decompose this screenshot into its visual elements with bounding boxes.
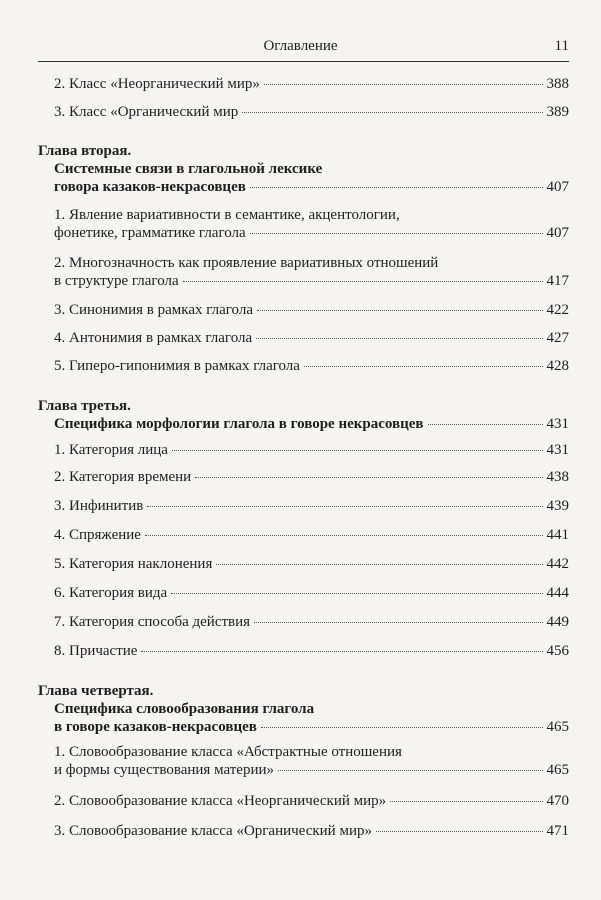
toc-page-number: 470 xyxy=(546,793,569,809)
dot-leader xyxy=(141,650,542,652)
toc-page-number: 388 xyxy=(546,76,569,92)
toc-page-number: 465 xyxy=(546,762,569,778)
dot-leader xyxy=(250,186,543,188)
chapter-title-text: Специфика словообразования глагола xyxy=(54,701,315,717)
toc-entry-text: 7. Категория способа действия xyxy=(54,614,251,630)
dot-leader xyxy=(261,726,543,728)
toc-entry-text: 4. Спряжение xyxy=(54,527,141,543)
chapter-title-text: Специфика морфологии глагола в говоре некрасовцев xyxy=(54,416,424,432)
toc-entry-line xyxy=(54,584,569,602)
toc-entry-line xyxy=(54,224,569,242)
dot-leader xyxy=(304,365,543,367)
chapter-title-line xyxy=(54,415,569,433)
toc-page-number: 471 xyxy=(546,823,569,839)
dot-leader xyxy=(256,337,542,339)
toc-entry-line xyxy=(54,206,569,224)
toc-entry-line xyxy=(54,468,569,486)
toc-entry-text: 6. Категория вида xyxy=(54,585,168,601)
toc-entry-line xyxy=(54,301,569,319)
toc-entry-line xyxy=(54,642,569,660)
toc-entry-text: 3. Словообразование класса «Органический мир» xyxy=(54,823,372,839)
dot-leader xyxy=(257,309,543,311)
toc-entry-text: 5. Категория наклонения xyxy=(54,556,213,572)
dot-leader xyxy=(183,280,543,282)
toc-entry-line xyxy=(54,329,569,347)
chapter-title-line xyxy=(54,178,569,196)
toc-entry-line xyxy=(54,357,569,375)
toc-page-number: 417 xyxy=(546,273,569,289)
toc-page-number: 427 xyxy=(546,330,569,346)
toc-page-number: 438 xyxy=(546,469,569,485)
toc-page-number: 456 xyxy=(546,643,569,659)
toc-entry-text: в структуре глагола xyxy=(54,273,179,289)
dot-leader xyxy=(171,592,542,594)
chapter-page-number: 431 xyxy=(546,416,569,432)
chapter-page-number: 465 xyxy=(546,719,569,735)
toc-entry-line xyxy=(54,613,569,631)
toc-entry-line xyxy=(54,75,569,93)
chapter-label: Глава вторая. xyxy=(38,143,132,159)
toc-entry-text: 5. Гиперо-гипонимия в рамках глагола xyxy=(54,358,300,374)
toc-page-number: 444 xyxy=(546,585,569,601)
dot-leader xyxy=(242,111,542,113)
dot-leader xyxy=(145,534,543,536)
toc-entry-text: 2. Словообразование класса «Неорганический мир» xyxy=(54,793,387,809)
dot-leader xyxy=(390,800,542,802)
toc-entry-text: 3. Синонимия в рамках глагола xyxy=(54,302,253,318)
toc-page-number: 442 xyxy=(546,556,569,572)
chapter-page-number: 407 xyxy=(546,179,569,195)
toc-entry-line xyxy=(54,254,569,272)
toc-entry-line xyxy=(54,822,569,840)
toc-entry-text: 8. Причастие xyxy=(54,643,138,659)
chapter-title-text: Системные связи в глагольной лексике xyxy=(54,161,323,177)
toc-entry-text: 2. Категория времени xyxy=(54,469,192,485)
toc-entry-text: и формы существования материи» xyxy=(54,762,274,778)
toc-entry-text: 3. Инфинитив xyxy=(54,498,144,514)
toc-entry-text: 1. Категория лица xyxy=(54,442,168,458)
toc-entry-text: 2. Многозначность как проявление вариативных отношений xyxy=(54,255,439,271)
dot-leader xyxy=(428,423,543,425)
dot-leader xyxy=(172,449,543,451)
dot-leader xyxy=(147,505,542,507)
toc-entry-text: фонетике, грамматике глагола xyxy=(54,225,246,241)
dot-leader xyxy=(278,769,543,771)
toc-entry-line xyxy=(54,761,569,779)
chapter-title-line xyxy=(54,160,569,178)
dot-leader xyxy=(376,830,543,832)
dot-leader xyxy=(195,476,542,478)
toc-entry-line xyxy=(54,441,569,459)
chapter-label: Глава четвертая. xyxy=(38,683,154,699)
toc-page-number: 439 xyxy=(546,498,569,514)
dot-leader xyxy=(250,232,543,234)
toc-entry-line xyxy=(54,526,569,544)
chapter-title-line xyxy=(54,700,569,718)
chapter-title-line xyxy=(54,718,569,736)
header-rule xyxy=(38,61,569,62)
chapter-title-text: в говоре казаков-некрасовцев xyxy=(54,719,257,735)
toc-entry-text: 2. Класс «Неорганический мир» xyxy=(54,76,260,92)
running-head-title: Оглавление xyxy=(263,38,338,54)
dot-leader xyxy=(254,621,542,623)
toc-entry-line xyxy=(54,792,569,810)
toc-entry-line xyxy=(54,555,569,573)
toc-entry-line xyxy=(54,103,569,121)
toc-page-number: 389 xyxy=(546,104,569,120)
toc-entry-line xyxy=(54,743,569,761)
toc-entry-line xyxy=(54,497,569,515)
toc-page-number: 428 xyxy=(546,358,569,374)
toc-entry-line xyxy=(54,272,569,290)
dot-leader xyxy=(264,83,543,85)
chapter-title-text: говора казаков-некрасовцев xyxy=(54,179,246,195)
toc-entry-text: 1. Словообразование класса «Абстрактные отношения xyxy=(54,744,402,760)
toc-page-number: 407 xyxy=(546,225,569,241)
toc-entry-text: 3. Класс «Органический мир xyxy=(54,104,239,120)
toc-page-number: 449 xyxy=(546,614,569,630)
toc-page-number: 441 xyxy=(546,527,569,543)
toc-entry-text: 4. Антонимия в рамках глагола xyxy=(54,330,253,346)
toc-page-number: 431 xyxy=(546,442,569,458)
toc-entry-text: 1. Явление вариативности в семантике, акцентологии, xyxy=(54,207,400,223)
running-head-page-number: 11 xyxy=(554,38,569,54)
dot-leader xyxy=(216,563,542,565)
toc-page-number: 422 xyxy=(546,302,569,318)
chapter-label: Глава третья. xyxy=(38,398,131,414)
